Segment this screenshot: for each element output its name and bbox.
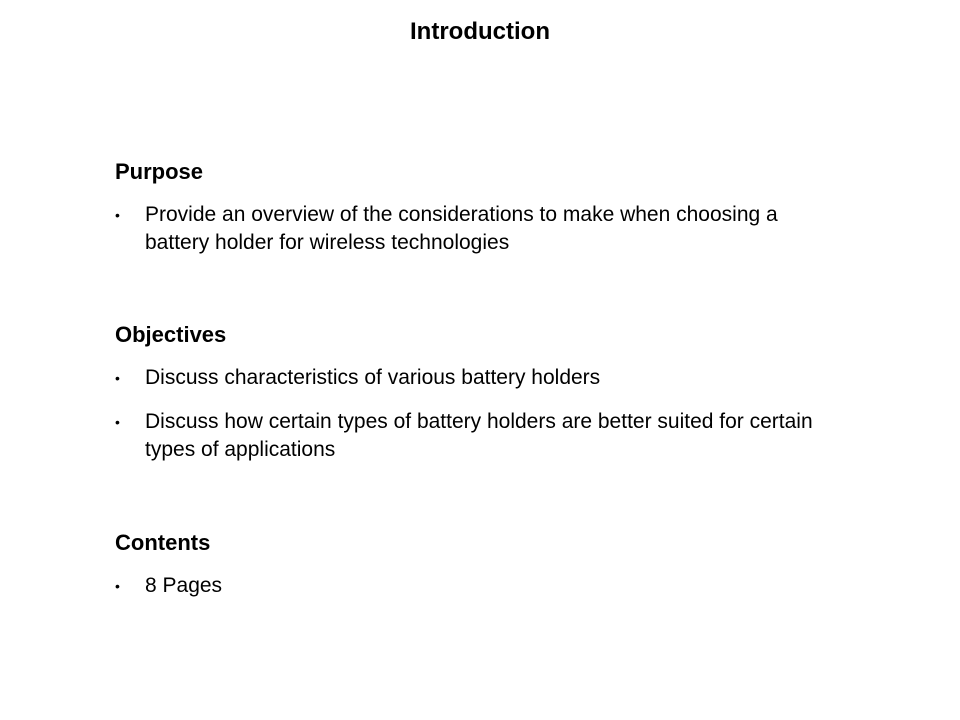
bullet-icon: • bbox=[115, 414, 120, 430]
bullet-list-contents bbox=[115, 572, 835, 600]
bullet-text: Discuss how certain types of battery holders are better suited for certain types of applications bbox=[145, 410, 813, 461]
list-item bbox=[115, 408, 835, 464]
section-purpose bbox=[115, 158, 835, 257]
bullet-icon: • bbox=[115, 578, 120, 594]
bullet-text: Provide an overview of the considerations to make when choosing a battery holder for wireless technologies bbox=[145, 203, 778, 254]
list-item bbox=[115, 364, 835, 392]
slide-title: Introduction bbox=[410, 18, 550, 45]
list-item bbox=[115, 572, 835, 600]
bullet-icon: • bbox=[115, 370, 120, 386]
bullet-icon: • bbox=[115, 207, 120, 223]
section-heading-objectives: Objectives bbox=[115, 322, 227, 347]
list-item bbox=[115, 201, 835, 257]
section-objectives bbox=[115, 321, 835, 464]
section-contents bbox=[115, 529, 835, 600]
bullet-text: 8 Pages bbox=[145, 574, 223, 597]
section-heading-purpose: Purpose bbox=[115, 159, 204, 184]
bullet-text: Discuss characteristics of various battery holders bbox=[145, 366, 601, 389]
bullet-list-objectives bbox=[115, 364, 835, 464]
section-heading-contents: Contents bbox=[115, 530, 211, 555]
bullet-list-purpose bbox=[115, 201, 835, 257]
